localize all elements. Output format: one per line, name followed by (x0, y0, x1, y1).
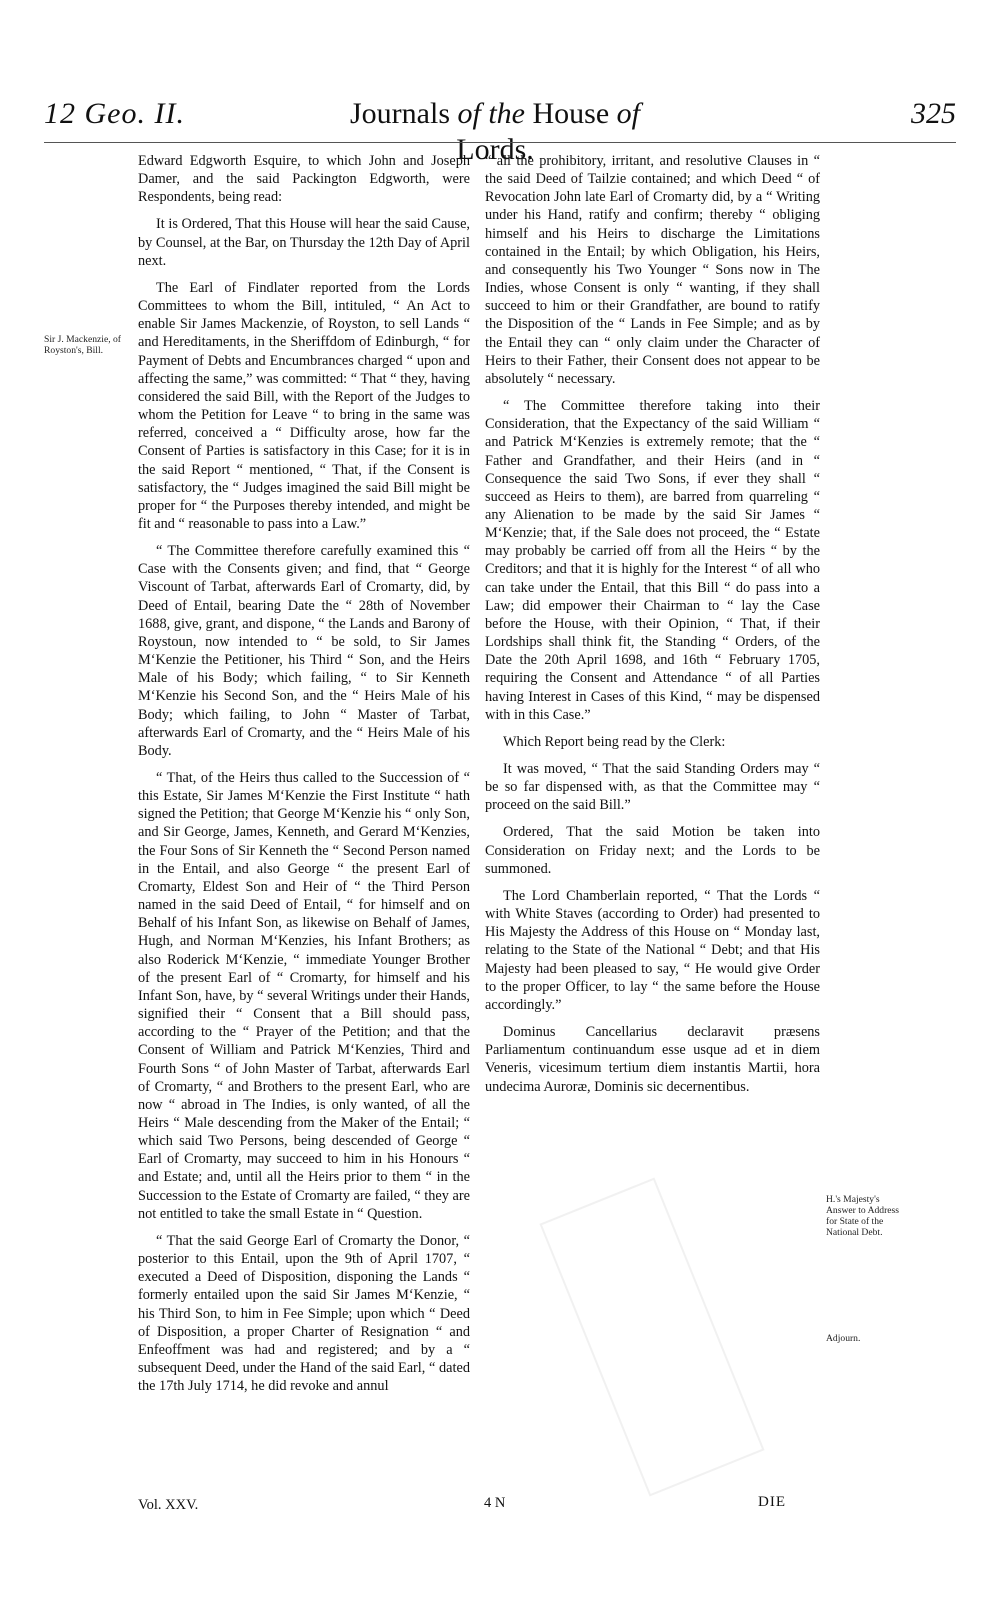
paragraph: “ The Committee therefore carefully examined this “ Case with the Consents given; and find, that “ George Viscount of Tarbat, afterwards Earl of Cromarty, did, by Deed of Entail, bearing Date the “ 28th of November 1688, give, grant, and dispone, “ the Lands and Barony of Roystoun, now intended to “ be sold, to Sir James M‘Kenzie the Petitioner, his Third “ Son, and the Heirs Male of his Body; which failing, “ to Sir Kenneth M‘Kenzie his Second Son, and the “ Heirs Male of his Body; which failing, to John “ Master of Tarbat, afterwards Earl of Cromarty, and the “ Heirs Male of his Body. (138, 543, 470, 759)
header-title-lords: Lords. (456, 133, 534, 166)
paragraph: The Lord Chamberlain reported, “ That the Lords “ with White Staves (according to Order) had presented to His Majesty the Address of this House on “ Monday last, relating to the State of the National “ Debt; and that His Majesty had been pleased to say, “ He would give Order to the proper Officer, to lay “ the same before the House accordingly.” (485, 887, 820, 1013)
header-title-of: of (616, 97, 640, 130)
paragraph: It is Ordered, That this House will hear the said Cause, by Counsel, at the Bar, on Thursday the 12th Day of April next. (138, 216, 470, 269)
header-regnal-year: 12 Geo. II. (44, 97, 185, 130)
header-title-journals: Journals (350, 97, 450, 130)
margin-note-adjourn: Adjourn. (826, 1333, 861, 1344)
paragraph: “ all the prohibitory, irritant, and resolutive Clauses in “ the said Deed of Tailzie contained; and which Deed “ of Revocation John late Earl of Cromarty did, by a “ Writing under his Hand, ratify and confirm; thereby “ obliging himself and his Heirs to discharge the Limitations contained in the Entail; by which Obligation, his Heirs, and consequently his Two Younger “ Sons now in The Indies, whose Consent is only “ wanting, if they shall succeed to him or their Grandfather, are bound to ratify the Disposition of the “ Lands in Fee Simple; and as by the Entail they can “ only claim under the Character of Heirs to their Father, their Consent does not appear to be absolutely “ necessary. (485, 153, 820, 387)
faint-library-stamp (539, 1177, 764, 1496)
volume-label: Vol. XXV. (138, 1497, 199, 1513)
paragraph: “ That, of the Heirs thus called to the Succession of “ this Estate, Sir James M‘Kenzie the First Institute “ hath signed the Petition; that George M‘Kenzie his “ only Son, and Sir George, James, Kenneth, and Gerard M‘Kenzies, the Four Sons of Sir Kenneth the “ Second Person named in the Entail, and also George “ the present Earl of Cromarty, Eldest Son and Heir of “ the Third Person named in the said Deed of Entail, “ for himself and on Behalf of his Infant Son, as likewise on Behalf of James, Hugh, and Norman M‘Kenzies, his Infant Brothers; as also Roderick M‘Kenzie, “ immediate Younger Brother of the present Earl of “ Cromarty, for himself and his Infant Son, have, by “ several Writings under their Hands, signified their “ Consent that a Bill should pass, according to the “ Prayer of the Petition; and that the Consent of William and Patrick M‘Kenzies, Third and Fourth Sons “ of John Master of Tarbat, afterwards Earl of Cromarty, “ and Brothers to the present Earl, who are now “ abroad in The Indies, is only wanted, of all the Heirs “ Male descending from the Maker of the Entail; “ which said Two Persons, being descended of George “ Earl of Cromarty, may succeed to him in his Honours “ and Estate; and, until all the Heirs prior to them “ in the Succession to the Estate of Cromarty are failed, “ they are not entitled to take the small Estate in “ Question. (138, 770, 470, 1222)
page-number: 325 (911, 97, 956, 130)
paragraph: Edward Edgworth Esquire, to which John and Joseph Damer, and the said Packington Edgworth, were Respondents, being read: (138, 153, 470, 206)
header-title-of-the: of the (457, 97, 525, 130)
paragraph: The Earl of Findlater reported from the Lords Committees to whom the Bill, intituled, “ An Act to enable Sir James Mackenzie, of Royston, to sell Lands “ and Hereditaments, in the Sheriffdom of Edinburgh, “ for Payment of Debts and Encumbrances charged “ upon and affecting the same,” was committed: “ That “ they, having considered the said Bill, with the Report of the Judges to whom the Petition for Leave “ to bring in the same was referred, conceived a “ Difficulty arose, how far the Consent of Parties is satisfactory in this Case; for it is in the said Report “ mentioned, “ That, if the Consent is satisfactory, the “ Judges imagined the said Bill might be proper for “ the Purposes thereby intended, and might be fit and “ reasonable to pass into a Law.” (138, 279, 470, 532)
margin-note-bill: Sir J. Mackenzie, of Royston's, Bill. (44, 334, 121, 356)
paragraph: “ The Committee therefore taking into their Consideration, that the Expectancy of the said William “ and Patrick M‘Kenzies is extremely remote; that the “ Father and Grandfather, and their Heirs (and in “ Consequence the said Two Sons, if ever they shall “ succeed as Heirs to them), are barred from quarreling “ any Alienation to be made by the said Sir James “ M‘Kenzie; that, if the Sale does not proceed, the “ Estate may probably be carried off from all the Heirs “ by the Creditors; and that it is highly for the Interest “ of all who can take under the Entail, that this Bill “ do pass into a Law; did empower their Chairman to “ lay the Case before the House, with their Opinion, “ That, if their Lordships shall think fit, the Standing “ Orders, of the Date the 20th April 1698, and 16th “ February 1705, requiring the Consent and Attendance “ of all Parties having Interest in Cases of this Kind, “ may be dispensed with in this Case.” (485, 398, 820, 723)
catchword: DIE (758, 1494, 786, 1510)
paragraph: “ That the said George Earl of Cromarty the Donor, “ posterior to this Entail, upon the 9th of April 1707, “ executed a Deed of Disposition, disponing the Lands “ formerly entailed upon the said Sir James M‘Kenzie, “ his Third Son, to him in Fee Simple; upon which “ Deed of Disposition, a proper Charter of Resignation “ and Enfeoffment was had and registered; and by a “ subsequent Deed, under the Hand of the said Earl, “ dated the 17th July 1714, he did revoke and annul (138, 1232, 470, 1395)
paragraph: It was moved, “ That the said Standing Orders may “ be so far dispensed with, as that the Committee may “ proceed on the said Bill.” (485, 761, 820, 814)
paragraph: Which Report being read by the Clerk: (503, 733, 726, 750)
header-rule (44, 142, 956, 143)
signature-mark: 4 N (484, 1495, 506, 1511)
margin-note-national-debt: H.'s Majesty's Answer to Address for State of the National Debt. (826, 1194, 900, 1238)
header-title-house: House (532, 97, 610, 130)
paragraph: Ordered, That the said Motion be taken into Consideration on Friday next; and the Lords to be summoned. (485, 824, 820, 877)
right-column (485, 152, 820, 1105)
left-column (138, 152, 470, 1404)
paragraph: Dominus Cancellarius declaravit præsens Parliamentum continuandum esse usque ad et in diem Veneris, vicesimum tertium diem instantis Martii, hora undecima Auroræ, Dominis sic decernentibus. (485, 1024, 820, 1095)
